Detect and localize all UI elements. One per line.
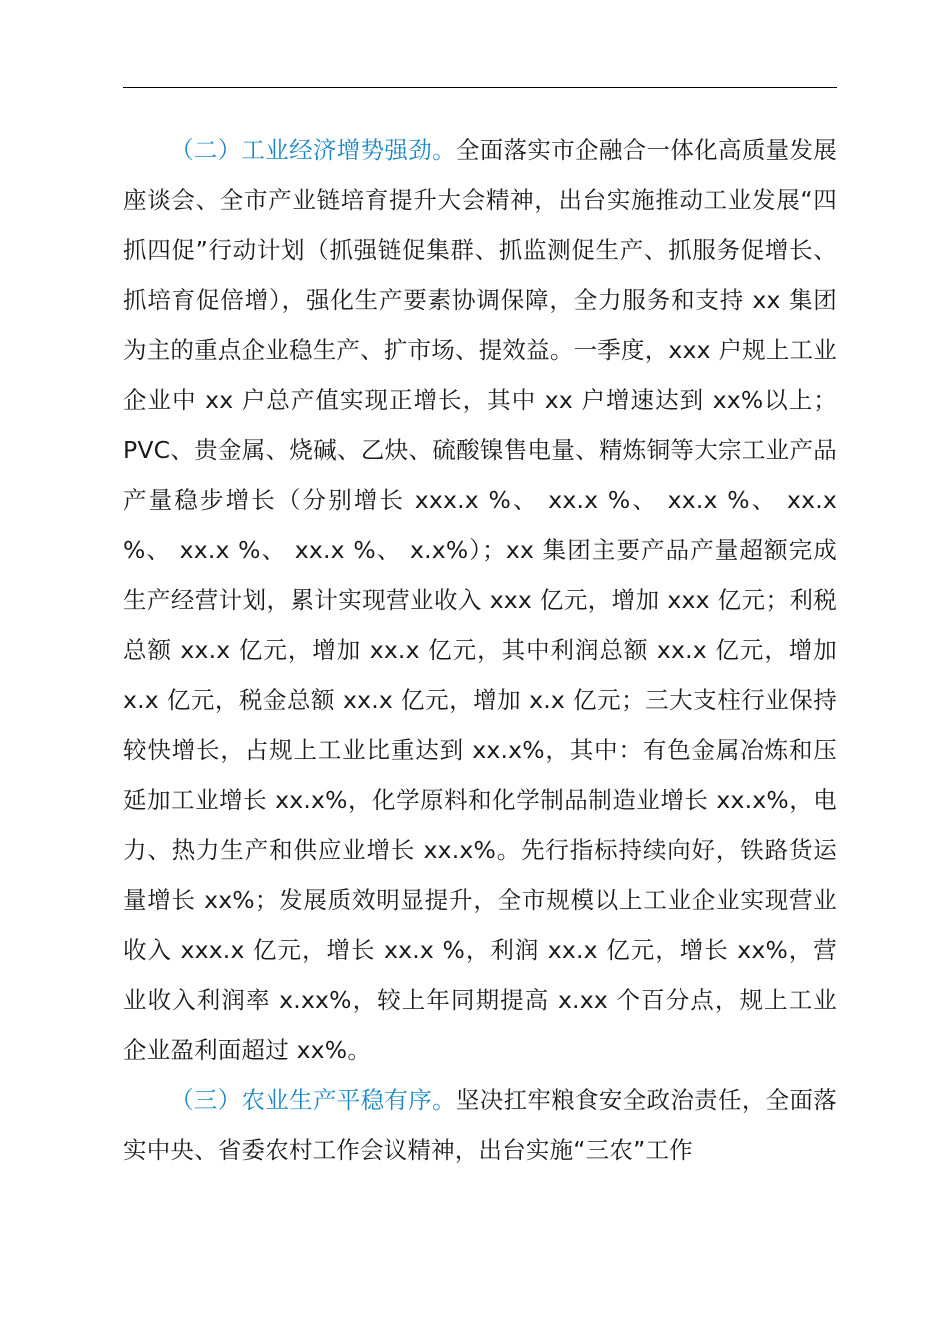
document-body <box>123 125 837 1175</box>
section-body-agriculture: 坚决扛牢粮食安全政治责任，全面落实中央、省委农村工作会议精神，出台实施“三农”工作 <box>123 1086 838 1164</box>
section-body-industrial: 全面落实市企融合一体化高质量发展座谈会、全市产业链培育提升大会精神，出台实施推动工业发展“四抓四促”行动计划（抓强链促集群、抓监测促生产、抓服务促增长、抓培育促倍增），强化生产要素协调保障，全力服务和支持 xx 集团为主的重点企业稳生产、扩市场、提效益。一季度，xxx 户规上工业企业中 xx 户总产值实现正增长，其中 xx 户增速达到 xx%以上；PVC、贵金属、烧碱、乙炔、硫酸镍售电量、精炼铜等大宗工业产品产量稳步增长（分别增长 xxx.x %、 xx.x %、 xx.x %、 xx.x %、 xx.x %、 xx.x %、 x.x%）；xx 集团主要产品产量超额完成生产经营计划，累计实现营业收入 xxx 亿元，增加 xxx 亿元；利税总额 xx.x 亿元，增加 xx.x 亿元，其中利润总额 xx.x 亿元，增加 x.x 亿元，税金总额 xx.x 亿元，增加 x.x 亿元；三大支柱行业保持较快增长，占规上工业比重达到 xx.x%，其中：有色金属冶炼和压延加工业增长 xx.x%，化学原料和化学制品制造业增长 xx.x%，电力、热力生产和供应业增长 xx.x%。先行指标持续向好，铁路货运量增长 xx%；发展质效明显提升，全市规模以上工业企业实现营业收入 xxx.x 亿元，增长 xx.x %，利润 xx.x 亿元，增长 xx%，营业收入利润率 x.xx%，较上年同期提高 x.xx 个百分点，规上工业企业盈利面超过 xx%。 <box>123 136 838 1064</box>
paragraph-agriculture <box>123 1075 837 1175</box>
paragraph-industrial-economy <box>123 125 837 1075</box>
header-rule <box>123 87 837 88</box>
section-heading-agriculture: （三）农业生产平稳有序。 <box>170 1086 456 1114</box>
section-heading-industrial: （二）工业经济增势强劲。 <box>170 136 456 164</box>
